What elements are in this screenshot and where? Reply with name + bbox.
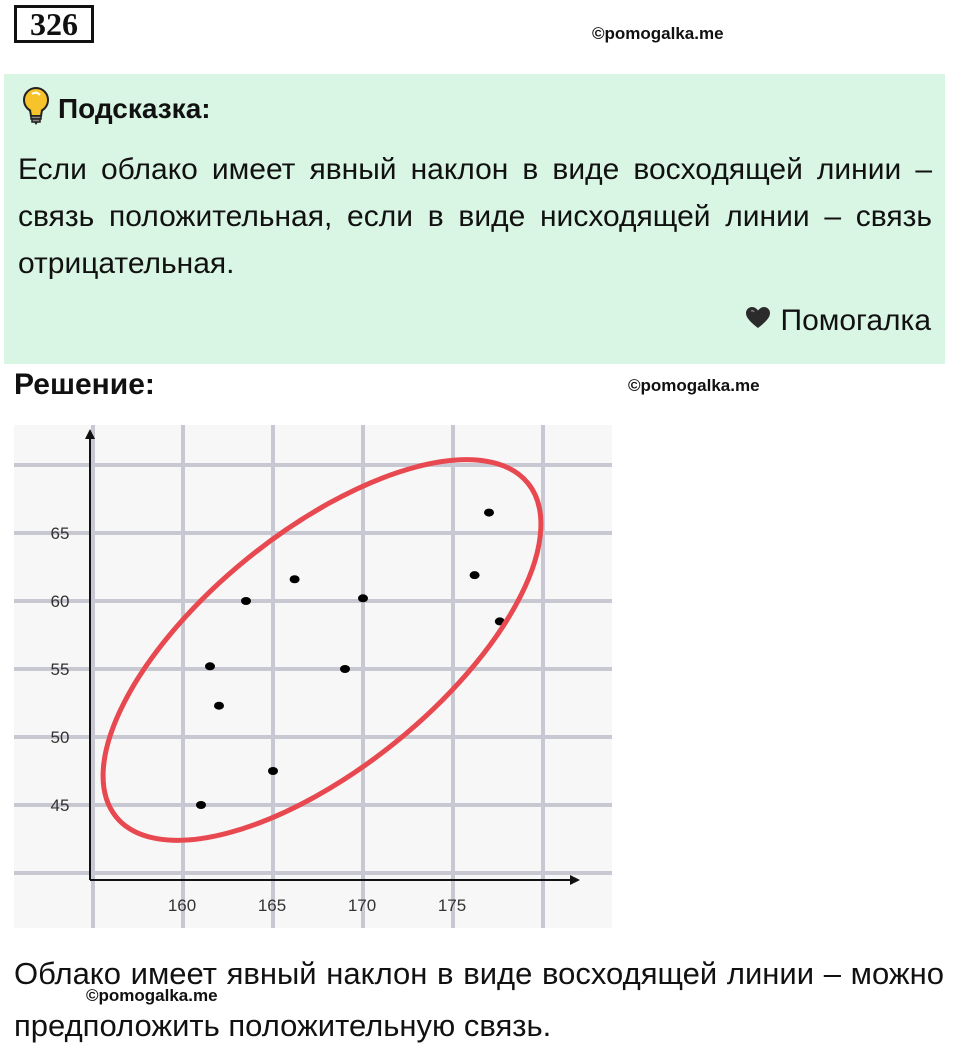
scatter-chart: [14, 425, 612, 928]
hint-title: Подсказка:: [58, 92, 211, 124]
solution-title: Решение:: [14, 368, 155, 401]
y-tick-label: 55: [50, 660, 70, 679]
task-number: 326: [14, 5, 94, 43]
x-tick-label: 175: [437, 896, 467, 915]
x-tick-label: 170: [347, 896, 377, 915]
data-point: [241, 597, 251, 605]
lightbulb-icon: [22, 86, 50, 131]
data-point: [358, 594, 368, 602]
x-tick-label: 160: [167, 896, 197, 915]
data-point: [268, 767, 278, 775]
watermark-top: ©pomogalka.me: [592, 24, 724, 43]
x-tick-label: 165: [257, 896, 287, 915]
data-point: [205, 662, 215, 670]
watermark-middle: ©pomogalka.me: [628, 376, 760, 395]
hint-box: [4, 74, 945, 364]
data-point: [290, 575, 300, 583]
hint-text: Если облако имеет явный наклон в виде восходящей линии – связь положительная, если в виде нисходящей линии – связь отрицательная.: [18, 153, 932, 280]
brand-name: Помогалка: [780, 304, 931, 337]
brand-signature: [745, 304, 932, 338]
y-tick-label: 65: [50, 524, 70, 543]
y-tick-label: 45: [50, 796, 70, 815]
data-point: [340, 665, 350, 673]
hint-header: [22, 86, 211, 131]
y-tick-label: 60: [50, 592, 70, 611]
data-point: [470, 571, 480, 579]
data-point: [214, 702, 224, 710]
data-point: [196, 801, 206, 809]
answer-text: Облако имеет явный наклон в виде восходящей линии – можно предположить положительную связь.: [14, 956, 944, 1043]
chart-background: [14, 425, 612, 928]
y-tick-label: 50: [50, 728, 70, 747]
watermark-bottom: ©pomogalka.me: [86, 986, 218, 1005]
data-point: [484, 509, 494, 517]
heart-icon: [745, 304, 771, 338]
